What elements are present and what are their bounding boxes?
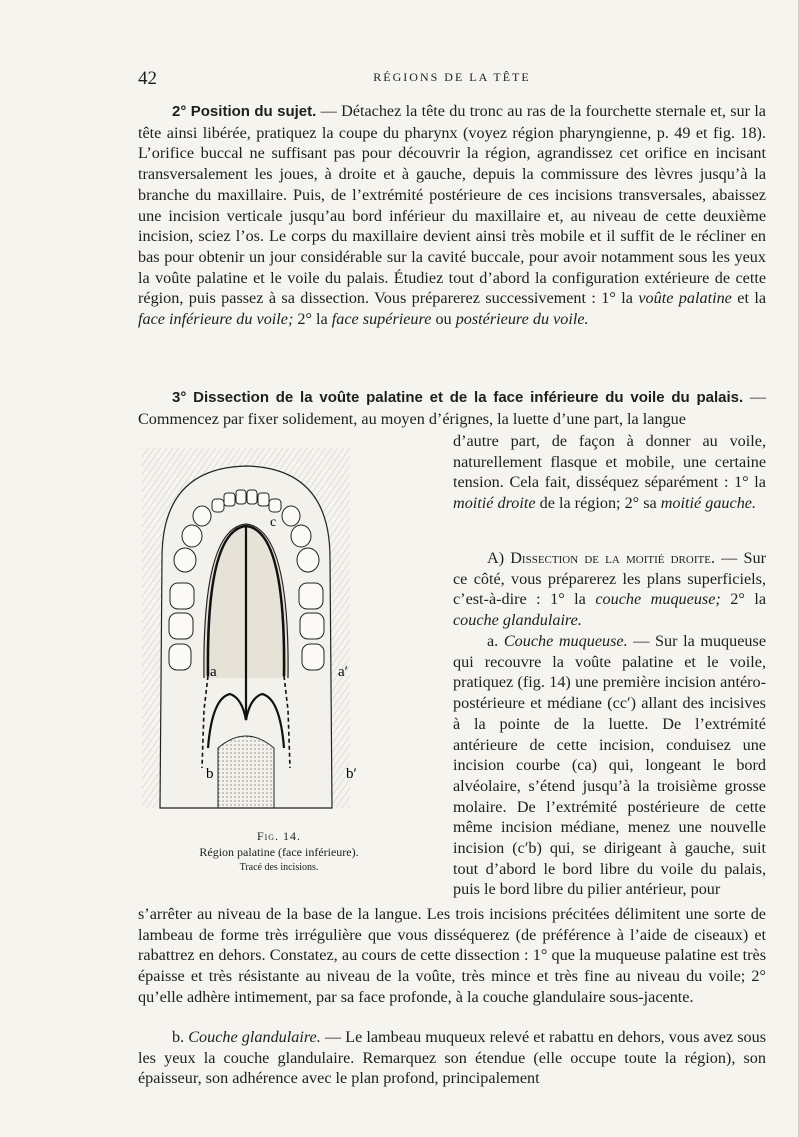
couche-muqueuse-continued: s’arrêter au niveau de la base de la langue. Les trois incisions précitées délimitent une sorte de lambeau de forme très irrégulière que vous disséquerez (de préférence à l’aide de ciseaux) et rabattrez en dehors. Constatez, au cours de cette dissection : 1° que la muqueuse palatine est très épaisse et très résistante au niveau de la voûte, très mince et très fine au niveau du voile; 2° qu’elle adhère intimement, par sa face profonde, à la couche glandulaire sous-jacente. xyxy=(138,905,766,1006)
section-position-du-sujet: 2° Position du sujet. — Détachez la tête du tronc au ras de la fourchette sternale et, sur la tête ainsi libérée, pratiquez la coupe du pharynx (voyez région pharyngienne, p. 49 et fig. 18). L’orifice buccal ne suffisant pas pour découvrir la région, agrandissez cet orifice en incisant transversalement les joues, à droite et à gauche, depuis la commissure des lèvres jusqu’à la branche du maxillaire. Puis, de l’extrémité postérieure de ces incisions transversales, abaissez une incision verticale jusqu’au bord inférieur du maxillaire et, au niveau de cette deuxième incision, sciez l’os. Le corps du maxillaire devient ainsi très mobile et il suffit de le récliner en bas pour obtenir un jour considérable sur la cavité buccale, pour avoir notamment sous les yeux la voûte palatine et le voile du palais. Étudiez tout d’abord la configuration extérieure de cette région, puis passez à sa dissection. Vous préparerez successivement : 1° la voûte palatine et la face inférieure du voile; 2° la face supérieure ou postérieure du voile. xyxy=(138,102,767,329)
figure-title: Région palatine (face inférieure). xyxy=(199,845,359,859)
section-heading: 2° Position du sujet. xyxy=(172,103,317,120)
label-a: a xyxy=(210,664,217,680)
palate-illustration xyxy=(142,448,357,808)
running-head: RÉGIONS DE LA TÊTE xyxy=(373,70,531,84)
label-b-prime: b′ xyxy=(346,766,357,782)
subsection-moitie-droite: A) Dissection de la moitié droite. — Sur ce côté, vous préparerez les plans superficiels, c’est-à-dire : 1° la couche muqueuse; 2° la couche glandulaire. xyxy=(453,549,767,630)
figure-number: Fig. 14. xyxy=(256,829,302,843)
page-header xyxy=(138,66,766,90)
figure-subtitle: Tracé des incisions. xyxy=(239,862,319,873)
section-dissection-voute: 3° Dissection de la voûte palatine et de la face inférieure du voile du palais. — Commencez par fixer solidement, au moyen d’érignes, la luette d’une part, la langue xyxy=(138,388,767,428)
figure-caption xyxy=(148,828,410,876)
subsection-couche-glandulaire: b. Couche glandulaire. — Le lambeau muqueux relevé et rabattu en dehors, vous avez sous les yeux la couche glandulaire. Remarquez son étendue (elle occupe toute la région), son épaisseur, son adhérence avec le plan profond, principalement xyxy=(138,1028,767,1088)
label-a-prime: a′ xyxy=(338,664,348,680)
label-b: b xyxy=(206,766,214,782)
figure-palatine-region xyxy=(142,448,357,808)
label-c: c xyxy=(270,515,277,530)
subsection-couche-muqueuse: a. Couche muqueuse. — Sur la muqueuse qui recouvre la voûte palatine et le voile, pratiquez (fig. 14) une première incision antéro-postérieure et médiane (cc′) allant des incisives à la pointe de la luette. De l’extrémité antérieure de cette incision, conduisez une incision courbe (ca) qui, longeant le bord alvéolaire, s’étend jusqu’à la troisième grosse molaire. De l’extrémité postérieure de cette même incision médiane, menez une nouvelle incision (c′b) qui, se dirigeant à gauche, suit tout d’abord le bord libre du voile du palais, puis le bord libre du pilier antérieur, pour xyxy=(453,632,767,899)
page-number: 42 xyxy=(138,68,157,89)
pharynx-opening xyxy=(218,736,274,808)
section-heading: 3° Dissection de la voûte palatine et de la face inférieure du voile du palais. xyxy=(172,389,744,406)
section-dissection-cont: d’autre part, de façon à donner au voile, naturellement flasque et mobile, une certaine tension. Cela fait, disséquez séparément : 1° la moitié droite de la région; 2° sa moitié gauche. xyxy=(453,432,766,513)
subsection-heading: A) Dissection de la moitié droite. xyxy=(487,549,715,567)
